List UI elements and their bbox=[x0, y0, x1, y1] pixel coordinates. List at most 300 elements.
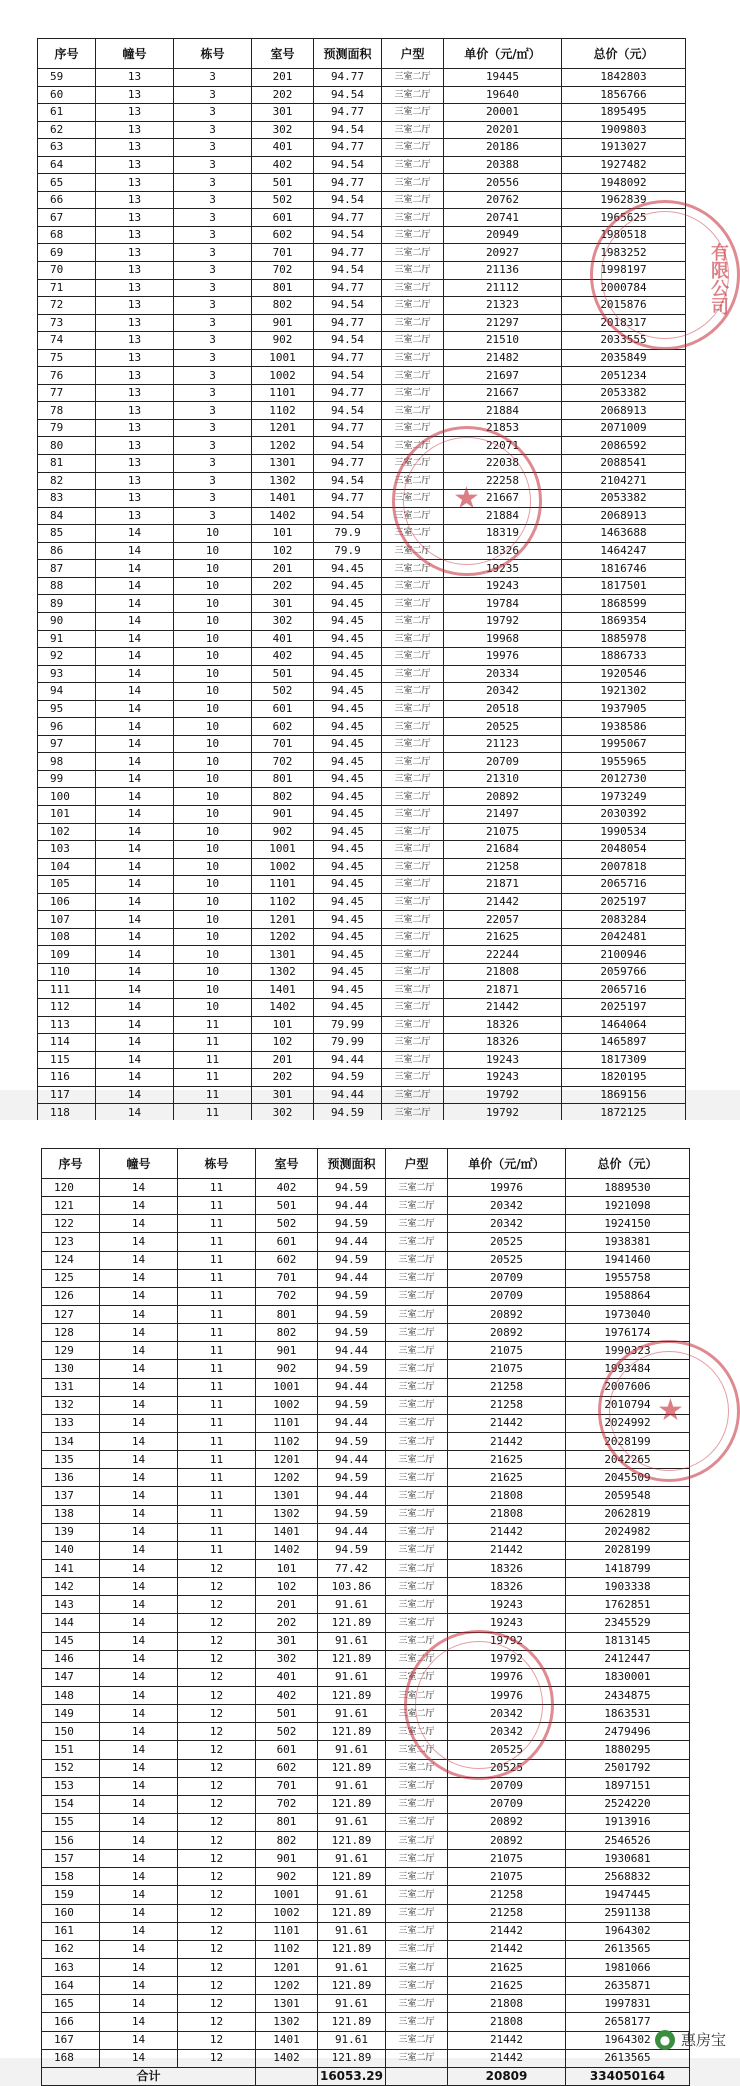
cell-total-price: 1817501 bbox=[562, 577, 686, 595]
cell-building: 14 bbox=[96, 858, 174, 876]
cell-block: 3 bbox=[174, 367, 252, 385]
cell-block: 11 bbox=[178, 1469, 256, 1487]
cell-building: 14 bbox=[100, 1233, 178, 1251]
cell-block: 11 bbox=[178, 1487, 256, 1505]
cell-room: 801 bbox=[256, 1813, 318, 1831]
cell-seq: 154 bbox=[42, 1795, 100, 1813]
total-blank bbox=[386, 2067, 448, 2085]
cell-building: 14 bbox=[100, 1505, 178, 1523]
cell-unit-price: 21625 bbox=[448, 1469, 566, 1487]
cell-seq: 74 bbox=[38, 332, 96, 350]
cell-area: 94.54 bbox=[314, 86, 382, 104]
cell-area: 94.59 bbox=[318, 1179, 386, 1197]
cell-total-price: 2025197 bbox=[562, 893, 686, 911]
cell-building: 14 bbox=[96, 805, 174, 823]
cell-unit-price: 21808 bbox=[448, 1505, 566, 1523]
cell-area: 79.9 bbox=[314, 525, 382, 543]
cell-seq: 84 bbox=[38, 507, 96, 525]
cell-seq: 142 bbox=[42, 1578, 100, 1596]
cell-building: 13 bbox=[96, 262, 174, 280]
cell-room: 301 bbox=[252, 104, 314, 122]
table-row bbox=[42, 1269, 690, 1287]
cell-unit-price: 18326 bbox=[444, 1016, 562, 1034]
cell-unit-price: 19445 bbox=[444, 69, 562, 87]
cell-block: 3 bbox=[174, 402, 252, 420]
table-row bbox=[38, 560, 686, 578]
header-unit-price: 单价（元/㎡） bbox=[444, 39, 562, 69]
table-row bbox=[42, 1378, 690, 1396]
cell-area: 94.77 bbox=[314, 244, 382, 262]
cell-area: 94.45 bbox=[314, 753, 382, 771]
cell-total-price: 2100946 bbox=[562, 946, 686, 964]
cell-room: 1102 bbox=[256, 1432, 318, 1450]
cell-area: 94.45 bbox=[314, 718, 382, 736]
cell-room: 202 bbox=[256, 1614, 318, 1632]
cell-layout: 三室二厅 bbox=[386, 1251, 448, 1269]
cell-total-price: 1973249 bbox=[562, 788, 686, 806]
cell-seq: 59 bbox=[38, 69, 96, 87]
table-row bbox=[38, 893, 686, 911]
table-row bbox=[42, 1287, 690, 1305]
cell-seq: 156 bbox=[42, 1832, 100, 1850]
cell-seq: 151 bbox=[42, 1741, 100, 1759]
cell-unit-price: 20709 bbox=[448, 1795, 566, 1813]
cell-room: 902 bbox=[252, 823, 314, 841]
cell-building: 13 bbox=[96, 226, 174, 244]
cell-area: 79.9 bbox=[314, 542, 382, 560]
cell-unit-price: 19243 bbox=[444, 1051, 562, 1069]
cell-block: 11 bbox=[174, 1086, 252, 1104]
cell-area: 94.77 bbox=[314, 455, 382, 473]
cell-area: 91.61 bbox=[318, 1777, 386, 1795]
cell-area: 94.59 bbox=[318, 1215, 386, 1233]
cell-layout: 三室二厅 bbox=[382, 1086, 444, 1104]
cell-layout: 三室二厅 bbox=[382, 911, 444, 929]
cell-block: 10 bbox=[174, 718, 252, 736]
cell-layout: 三室二厅 bbox=[386, 1197, 448, 1215]
cell-building: 14 bbox=[100, 1977, 178, 1995]
cell-block: 12 bbox=[178, 1977, 256, 1995]
cell-area: 94.54 bbox=[314, 191, 382, 209]
cell-unit-price: 22057 bbox=[444, 911, 562, 929]
cell-unit-price: 20892 bbox=[448, 1324, 566, 1342]
cell-block: 12 bbox=[178, 1596, 256, 1614]
cell-layout: 三室二厅 bbox=[382, 542, 444, 560]
total-price: 334050164 bbox=[566, 2067, 690, 2085]
cell-layout: 三室二厅 bbox=[382, 490, 444, 508]
cell-total-price: 2035849 bbox=[562, 349, 686, 367]
cell-building: 14 bbox=[100, 1251, 178, 1269]
table-row bbox=[38, 367, 686, 385]
cell-room: 901 bbox=[252, 805, 314, 823]
cell-total-price: 1998197 bbox=[562, 262, 686, 280]
cell-unit-price: 21884 bbox=[444, 507, 562, 525]
cell-unit-price: 20342 bbox=[448, 1197, 566, 1215]
cell-total-price: 2000784 bbox=[562, 279, 686, 297]
cell-area: 94.45 bbox=[314, 928, 382, 946]
cell-seq: 95 bbox=[38, 700, 96, 718]
cell-unit-price: 21442 bbox=[444, 893, 562, 911]
cell-block: 10 bbox=[174, 876, 252, 894]
cell-unit-price: 22258 bbox=[444, 472, 562, 490]
cell-unit-price: 21258 bbox=[448, 1886, 566, 1904]
cell-unit-price: 19243 bbox=[448, 1614, 566, 1632]
cell-block: 3 bbox=[174, 437, 252, 455]
cell-seq: 96 bbox=[38, 718, 96, 736]
cell-building: 13 bbox=[96, 156, 174, 174]
cell-building: 13 bbox=[96, 244, 174, 262]
cell-total-price: 2033555 bbox=[562, 332, 686, 350]
cell-block: 11 bbox=[178, 1215, 256, 1233]
cell-layout: 三室二厅 bbox=[386, 1469, 448, 1487]
cell-room: 101 bbox=[256, 1559, 318, 1577]
cell-layout: 三室二厅 bbox=[386, 1632, 448, 1650]
header-layout: 户型 bbox=[386, 1149, 448, 1179]
cell-area: 94.45 bbox=[314, 665, 382, 683]
cell-block: 12 bbox=[178, 1668, 256, 1686]
cell-total-price: 1958864 bbox=[566, 1287, 690, 1305]
cell-layout: 三室二厅 bbox=[382, 1104, 444, 1122]
cell-layout: 三室二厅 bbox=[382, 648, 444, 666]
cell-building: 13 bbox=[96, 402, 174, 420]
cell-total-price: 1990534 bbox=[562, 823, 686, 841]
cell-total-price: 1921302 bbox=[562, 683, 686, 701]
cell-area: 94.45 bbox=[314, 700, 382, 718]
cell-total-price: 1981066 bbox=[566, 1959, 690, 1977]
header-block: 栋号 bbox=[178, 1149, 256, 1179]
cell-block: 12 bbox=[178, 1832, 256, 1850]
cell-unit-price: 21684 bbox=[444, 841, 562, 859]
cell-area: 94.44 bbox=[318, 1197, 386, 1215]
cell-block: 3 bbox=[174, 156, 252, 174]
cell-unit-price: 20388 bbox=[444, 156, 562, 174]
cell-area: 121.89 bbox=[318, 1904, 386, 1922]
table-row bbox=[38, 1016, 686, 1034]
table-row bbox=[38, 630, 686, 648]
cell-total-price: 2546526 bbox=[566, 1832, 690, 1850]
cell-unit-price: 21625 bbox=[448, 1451, 566, 1469]
cell-seq: 66 bbox=[38, 191, 96, 209]
cell-building: 14 bbox=[100, 1959, 178, 1977]
cell-room: 802 bbox=[256, 1324, 318, 1342]
cell-total-price: 2434875 bbox=[566, 1686, 690, 1704]
cell-total-price: 2068913 bbox=[562, 402, 686, 420]
table-row bbox=[42, 1977, 690, 1995]
cell-building: 14 bbox=[96, 1016, 174, 1034]
cell-area: 94.44 bbox=[318, 1233, 386, 1251]
cell-total-price: 1863531 bbox=[566, 1705, 690, 1723]
table-row bbox=[38, 191, 686, 209]
cell-room: 202 bbox=[252, 577, 314, 595]
table-row bbox=[38, 612, 686, 630]
cell-block: 3 bbox=[174, 191, 252, 209]
header-block: 栋号 bbox=[174, 39, 252, 69]
cell-unit-price: 21075 bbox=[448, 1850, 566, 1868]
table-row bbox=[38, 104, 686, 122]
cell-building: 13 bbox=[96, 490, 174, 508]
cell-block: 11 bbox=[174, 1034, 252, 1052]
cell-seq: 61 bbox=[38, 104, 96, 122]
cell-total-price: 2658177 bbox=[566, 2013, 690, 2031]
cell-area: 94.44 bbox=[318, 1269, 386, 1287]
cell-area: 79.99 bbox=[314, 1016, 382, 1034]
cell-unit-price: 20709 bbox=[444, 753, 562, 771]
cell-room: 502 bbox=[252, 191, 314, 209]
cell-layout: 三室二厅 bbox=[386, 1868, 448, 1886]
cell-area: 94.77 bbox=[314, 419, 382, 437]
cell-seq: 126 bbox=[42, 1287, 100, 1305]
cell-seq: 68 bbox=[38, 226, 96, 244]
cell-unit-price: 21442 bbox=[448, 1922, 566, 1940]
cell-block: 3 bbox=[174, 297, 252, 315]
cell-layout: 三室二厅 bbox=[382, 928, 444, 946]
cell-total-price: 1927482 bbox=[562, 156, 686, 174]
cell-block: 3 bbox=[174, 104, 252, 122]
cell-block: 11 bbox=[178, 1197, 256, 1215]
cell-block: 10 bbox=[174, 893, 252, 911]
cell-block: 3 bbox=[174, 69, 252, 87]
cell-layout: 三室二厅 bbox=[386, 1396, 448, 1414]
cell-unit-price: 21075 bbox=[444, 823, 562, 841]
cell-building: 14 bbox=[96, 946, 174, 964]
cell-unit-price: 18319 bbox=[444, 525, 562, 543]
table-row bbox=[38, 226, 686, 244]
cell-area: 94.59 bbox=[314, 1069, 382, 1087]
table-row bbox=[42, 1523, 690, 1541]
cell-unit-price: 21871 bbox=[444, 876, 562, 894]
cell-block: 10 bbox=[174, 981, 252, 999]
cell-total-price: 1938586 bbox=[562, 718, 686, 736]
price-table-2 bbox=[41, 1148, 690, 2086]
cell-building: 14 bbox=[96, 788, 174, 806]
cell-layout: 三室二厅 bbox=[382, 455, 444, 473]
cell-block: 11 bbox=[174, 1051, 252, 1069]
table-row bbox=[38, 700, 686, 718]
cell-layout: 三室二厅 bbox=[382, 69, 444, 87]
table-row bbox=[38, 174, 686, 192]
cell-unit-price: 21258 bbox=[448, 1378, 566, 1396]
cell-room: 702 bbox=[256, 1287, 318, 1305]
cell-seq: 129 bbox=[42, 1342, 100, 1360]
cell-unit-price: 21323 bbox=[444, 297, 562, 315]
cell-unit-price: 21442 bbox=[448, 1940, 566, 1958]
cell-block: 11 bbox=[178, 1305, 256, 1323]
cell-block: 10 bbox=[174, 805, 252, 823]
cell-layout: 三室二厅 bbox=[386, 1287, 448, 1305]
cell-unit-price: 20892 bbox=[448, 1813, 566, 1831]
cell-seq: 155 bbox=[42, 1813, 100, 1831]
cell-unit-price: 19243 bbox=[448, 1596, 566, 1614]
cell-area: 94.44 bbox=[318, 1414, 386, 1432]
cell-seq: 86 bbox=[38, 542, 96, 560]
cell-block: 11 bbox=[174, 1016, 252, 1034]
cell-area: 94.45 bbox=[314, 648, 382, 666]
cell-block: 12 bbox=[178, 1614, 256, 1632]
cell-layout: 三室二厅 bbox=[386, 1559, 448, 1577]
cell-block: 10 bbox=[174, 928, 252, 946]
cell-layout: 三室二厅 bbox=[386, 1940, 448, 1958]
table-row bbox=[38, 472, 686, 490]
cell-seq: 72 bbox=[38, 297, 96, 315]
cell-block: 10 bbox=[174, 770, 252, 788]
cell-seq: 146 bbox=[42, 1650, 100, 1668]
cell-block: 11 bbox=[178, 1269, 256, 1287]
cell-building: 13 bbox=[96, 314, 174, 332]
cell-block: 12 bbox=[178, 1578, 256, 1596]
table-row bbox=[42, 1741, 690, 1759]
cell-building: 13 bbox=[96, 191, 174, 209]
cell-unit-price: 19792 bbox=[444, 1086, 562, 1104]
table-body-2 bbox=[42, 1179, 690, 2068]
cell-building: 14 bbox=[100, 1305, 178, 1323]
watermark-text: 惠房宝 bbox=[680, 2031, 726, 2049]
seal-text: 有限公司 bbox=[708, 243, 729, 315]
cell-layout: 三室二厅 bbox=[386, 1487, 448, 1505]
cell-layout: 三室二厅 bbox=[382, 1034, 444, 1052]
cell-area: 121.89 bbox=[318, 1940, 386, 1958]
cell-seq: 67 bbox=[38, 209, 96, 227]
cell-seq: 78 bbox=[38, 402, 96, 420]
cell-building: 14 bbox=[96, 735, 174, 753]
cell-seq: 103 bbox=[38, 841, 96, 859]
cell-room: 202 bbox=[252, 86, 314, 104]
cell-seq: 133 bbox=[42, 1414, 100, 1432]
cell-total-price: 1941460 bbox=[566, 1251, 690, 1269]
cell-total-price: 1820195 bbox=[562, 1069, 686, 1087]
cell-seq: 60 bbox=[38, 86, 96, 104]
cell-total-price: 2065716 bbox=[562, 876, 686, 894]
table-header-row bbox=[38, 39, 686, 69]
cell-total-price: 2086592 bbox=[562, 437, 686, 455]
cell-building: 14 bbox=[100, 1795, 178, 1813]
cell-layout: 三室二厅 bbox=[382, 104, 444, 122]
table-row bbox=[38, 437, 686, 455]
cell-room: 901 bbox=[256, 1850, 318, 1868]
cell-layout: 三室二厅 bbox=[382, 419, 444, 437]
table-row bbox=[42, 1904, 690, 1922]
cell-total-price: 2015876 bbox=[562, 297, 686, 315]
cell-area: 94.45 bbox=[314, 841, 382, 859]
cell-total-price: 2053382 bbox=[562, 490, 686, 508]
cell-room: 301 bbox=[252, 1086, 314, 1104]
cell-area: 94.54 bbox=[314, 437, 382, 455]
cell-layout: 三室二厅 bbox=[386, 1578, 448, 1596]
cell-area: 94.45 bbox=[314, 893, 382, 911]
cell-block: 12 bbox=[178, 1705, 256, 1723]
cell-block: 10 bbox=[174, 560, 252, 578]
cell-block: 10 bbox=[174, 963, 252, 981]
cell-unit-price: 21884 bbox=[444, 402, 562, 420]
cell-building: 14 bbox=[96, 648, 174, 666]
cell-area: 94.45 bbox=[314, 946, 382, 964]
cell-room: 701 bbox=[252, 735, 314, 753]
cell-building: 13 bbox=[96, 69, 174, 87]
cell-total-price: 1880295 bbox=[566, 1741, 690, 1759]
cell-area: 94.54 bbox=[314, 402, 382, 420]
cell-seq: 63 bbox=[38, 139, 96, 157]
cell-total-price: 2568832 bbox=[566, 1868, 690, 1886]
cell-total-price: 2024992 bbox=[566, 1414, 690, 1432]
cell-total-price: 1997831 bbox=[566, 1995, 690, 2013]
cell-building: 13 bbox=[96, 297, 174, 315]
cell-unit-price: 22038 bbox=[444, 455, 562, 473]
cell-total-price: 2065716 bbox=[562, 981, 686, 999]
cell-building: 14 bbox=[96, 876, 174, 894]
cell-building: 14 bbox=[100, 1541, 178, 1559]
cell-unit-price: 21075 bbox=[448, 1342, 566, 1360]
cell-unit-price: 20892 bbox=[448, 1305, 566, 1323]
cell-block: 10 bbox=[174, 998, 252, 1016]
cell-building: 14 bbox=[100, 1432, 178, 1450]
cell-area: 94.45 bbox=[314, 998, 382, 1016]
cell-layout: 三室二厅 bbox=[382, 841, 444, 859]
table-row bbox=[38, 262, 686, 280]
cell-seq: 165 bbox=[42, 1995, 100, 2013]
table-row bbox=[42, 1451, 690, 1469]
cell-unit-price: 21808 bbox=[448, 1487, 566, 1505]
cell-unit-price: 20525 bbox=[444, 718, 562, 736]
cell-layout: 三室二厅 bbox=[382, 209, 444, 227]
cell-seq: 107 bbox=[38, 911, 96, 929]
cell-seq: 164 bbox=[42, 1977, 100, 1995]
cell-area: 94.45 bbox=[314, 770, 382, 788]
cell-building: 14 bbox=[96, 560, 174, 578]
cell-area: 94.45 bbox=[314, 963, 382, 981]
cell-area: 94.54 bbox=[314, 332, 382, 350]
cell-block: 10 bbox=[174, 683, 252, 701]
cell-seq: 109 bbox=[38, 946, 96, 964]
cell-block: 3 bbox=[174, 121, 252, 139]
cell-layout: 三室二厅 bbox=[386, 1179, 448, 1197]
cell-total-price: 2024982 bbox=[566, 1523, 690, 1541]
cell-area: 94.77 bbox=[314, 69, 382, 87]
cell-area: 94.54 bbox=[314, 367, 382, 385]
cell-room: 501 bbox=[256, 1197, 318, 1215]
cell-building: 13 bbox=[96, 279, 174, 297]
table-row bbox=[42, 1705, 690, 1723]
cell-layout: 三室二厅 bbox=[382, 998, 444, 1016]
cell-total-price: 1955758 bbox=[566, 1269, 690, 1287]
cell-layout: 三室二厅 bbox=[386, 1596, 448, 1614]
cell-block: 10 bbox=[174, 700, 252, 718]
cell-room: 702 bbox=[252, 753, 314, 771]
cell-room: 601 bbox=[252, 700, 314, 718]
cell-room: 1001 bbox=[252, 349, 314, 367]
cell-building: 14 bbox=[96, 1051, 174, 1069]
cell-total-price: 1813145 bbox=[566, 1632, 690, 1650]
cell-total-price: 1909803 bbox=[562, 121, 686, 139]
cell-seq: 149 bbox=[42, 1705, 100, 1723]
cell-seq: 153 bbox=[42, 1777, 100, 1795]
cell-building: 14 bbox=[96, 1086, 174, 1104]
cell-building: 14 bbox=[100, 1578, 178, 1596]
cell-layout: 三室二厅 bbox=[382, 805, 444, 823]
cell-room: 1202 bbox=[252, 437, 314, 455]
cell-seq: 131 bbox=[42, 1378, 100, 1396]
cell-layout: 三室二厅 bbox=[386, 1523, 448, 1541]
cell-room: 1002 bbox=[256, 1904, 318, 1922]
cell-room: 1002 bbox=[256, 1396, 318, 1414]
cell-seq: 98 bbox=[38, 753, 96, 771]
cell-total-price: 2051234 bbox=[562, 367, 686, 385]
cell-seq: 138 bbox=[42, 1505, 100, 1523]
cell-layout: 三室二厅 bbox=[386, 1741, 448, 1759]
cell-seq: 114 bbox=[38, 1034, 96, 1052]
cell-room: 1301 bbox=[252, 455, 314, 473]
cell-room: 101 bbox=[252, 1016, 314, 1034]
cell-block: 3 bbox=[174, 139, 252, 157]
table-row bbox=[38, 1051, 686, 1069]
